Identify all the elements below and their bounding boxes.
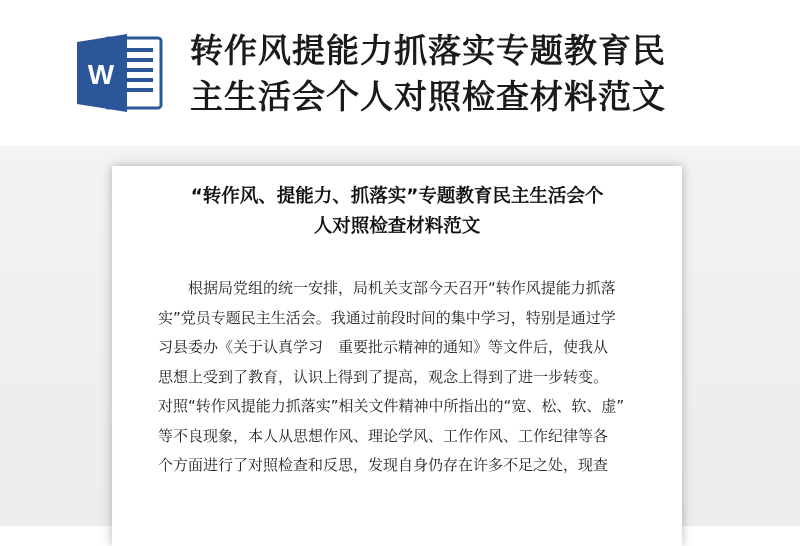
body-line: 对照“转作风提能力抓落实”相关文件精神中所指出的“宽、松、软、虚” [158, 397, 625, 415]
word-icon-letter: W [87, 59, 115, 90]
page-title-line-1: 转作风提能力抓落实专题教育民 [190, 31, 666, 70]
document-title-line-2: 人对照检查材料范文 [313, 216, 481, 237]
page-title [190, 28, 750, 120]
body-line: 根据局党组的统一安排，局机关支部今天召开“转作风提能力抓落 [188, 279, 616, 297]
page-title-line-2: 主生活会个人对照检查材料范文 [190, 77, 666, 116]
document-title-line-1: “转作风、提能力、抓落实”专题教育民主生活会个 [190, 186, 604, 207]
body-line: 个方面进行了对照检查和反思，发现自身仍存在许多不足之处，现查 [158, 456, 609, 474]
body-line: 实”党员专题民主生活会。我通过前段时间的集中学习，特别是通过学 [158, 308, 616, 327]
document-page [112, 166, 682, 546]
body-line: 等不良现象，本人从思想作风、理论学风、工作作风、工作纪律等各 [158, 426, 609, 445]
body-line: 思想上受到了教育，认识上得到了提高，观念上得到了进一步转变。 [158, 367, 609, 386]
document-body [158, 274, 644, 481]
document-title [140, 182, 654, 242]
body-line: 习县委办《关于认真学习 重要批示精神的通知》等文件后，使我从 [158, 338, 609, 356]
word-document-icon [75, 32, 165, 114]
